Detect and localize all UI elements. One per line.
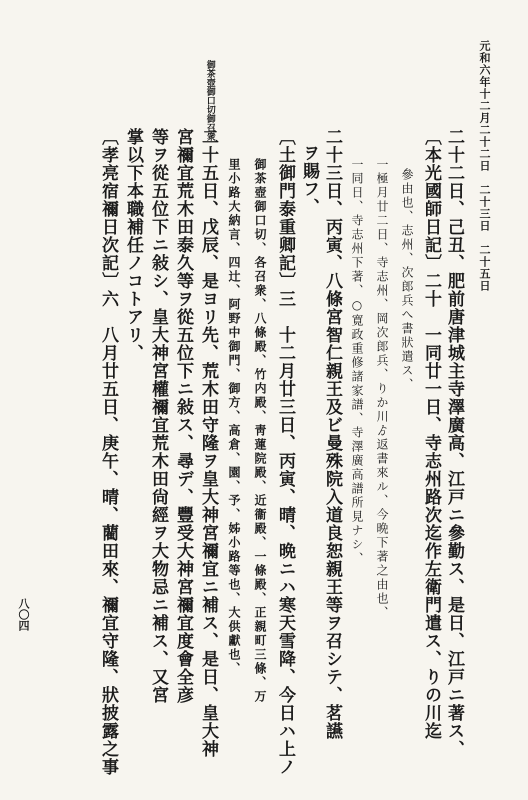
text-column: 參由也、志州、次郎兵へ書狀遣ス、 — [400, 168, 414, 392]
text-column: 等ヲ從五位下ニ敍シ、皇大神宮權禰宜荒木田尙經ヲ大物忌ニ補ス、又宮 — [148, 128, 168, 704]
text-column: 〔孝亮宿禰日次記〕六 八月廿五日、庚午、晴、藺田來、禰宜守隆、狀披露之事 — [98, 128, 118, 776]
running-header: 元和六年十二月二十二日 二十三日 二十五日 — [478, 40, 491, 292]
text-column: 里小路大納言、四辻、阿野中御門、御方、高倉、園、予、姊小路等也、大供獻也、 — [227, 158, 241, 676]
text-column: 掌以下本職補任ノコトアリ、 — [123, 128, 143, 362]
text-column: 宮禰宜荒木田泰久等ヲ從五位下ニ敍ス、尋デ、豐受大神宮禰宜度會全彦 — [173, 128, 193, 704]
text-column: 一極月廿二日、寺志州、岡次郎兵、りか川ゟ返書來ル、今晩下著之由也、 — [375, 158, 389, 620]
text-column: 御茶壺御口切、各召衆、八條殿、竹内殿、靑蓮院殿、近衞殿、一條殿、正親町三條、万 — [253, 158, 267, 704]
text-column: 一同日、寺志州下著、○寛政重修諸家譜、寺澤廣高譜所見ナシ、 — [350, 158, 364, 566]
page-number: 八〇四 — [17, 598, 30, 631]
text-column: 〔本光國師日記〕二十 一同廿一日、寺志州路次迄作左衛門遣ス、りの川迄 — [421, 128, 441, 740]
marginal-note: 御茶壺御口切御召衆 — [204, 60, 215, 141]
text-column: 〔土御門泰重卿記〕三 十二月廿三日、丙寅、晴、晩ニハ寒天雪降、今日ハ上ノ — [275, 128, 295, 776]
text-column: 二十二日、己丑、肥前唐津城主寺澤廣高、江戸ニ參勤ス、是日、江戸ニ著ス、 — [444, 128, 464, 758]
text-column: 二十五日、戊辰、是ヨリ先、荒木田守隆ヲ皇大神宮禰宜ニ補ス、是日、皇大神 — [198, 128, 218, 758]
text-column: ヲ賜フ、 — [299, 144, 319, 216]
text-column: 二十三日、丙寅、八條宮智仁親王及ビ曼殊院入道良恕親王等ヲ召シテ、茗讌 — [322, 128, 342, 740]
